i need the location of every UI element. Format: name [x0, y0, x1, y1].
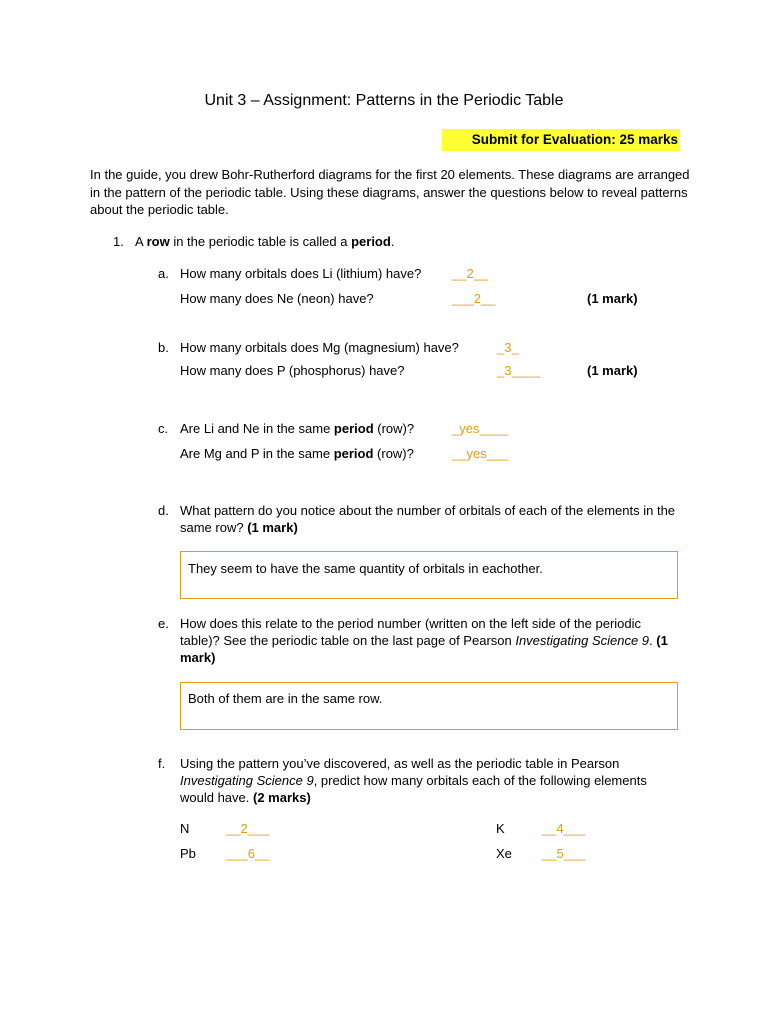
part-f-question-pre: Using the pattern you’ve discovered, as well as the periodic table in Pearson [180, 756, 620, 771]
part-f-question [180, 755, 680, 806]
part-e-answer-box[interactable] [180, 682, 678, 730]
element-answer: __2___ [226, 821, 270, 836]
part-f-mark: (2 marks) [253, 790, 311, 805]
part-d-label: d. [158, 503, 169, 518]
submit-badge [442, 129, 680, 151]
part-c-q2-pre: Are Mg and P in the same [180, 446, 334, 461]
part-f-question-post: , predict how many orbitals each of the following elements would have. [180, 773, 647, 805]
part-c-answer-2: __yes___ [452, 446, 509, 461]
part-d-question-text: What pattern do you notice about the number of orbitals of each of the elements in the same row? [180, 503, 676, 535]
part-c-q1-post: (row)? [373, 421, 415, 436]
part-c-q1-bold: period [333, 421, 374, 436]
part-a-answer-2: ___2__ [452, 291, 496, 306]
q1-text-2: in the periodic table is called a [169, 234, 352, 249]
element-symbol: Pb [180, 846, 196, 861]
part-e-label: e. [158, 616, 169, 631]
element-symbol: K [496, 821, 505, 836]
element-symbol: N [180, 821, 190, 836]
part-b-answer-2: _3____ [497, 363, 541, 378]
part-a-answer-1: __2__ [452, 266, 489, 281]
part-b-answer-1: _3_ [497, 340, 519, 355]
part-b-question-1: How many orbitals does Mg (magnesium) have? [180, 340, 459, 355]
part-d-answer-box[interactable] [180, 551, 678, 599]
part-a-question-2: How many does Ne (neon) have? [180, 291, 374, 306]
element-answer: ___6__ [226, 846, 270, 861]
question-1-text [135, 234, 394, 249]
part-e-answer: Both of them are in the same row. [188, 691, 383, 706]
element-answer: __5___ [542, 846, 586, 861]
question-1-number: 1. [113, 234, 124, 249]
part-a-label: a. [158, 266, 169, 281]
intro-paragraph: In the guide, you drew Bohr-Rutherford diagrams for the first 20 elements. These diagrams are arranged in the pattern of the periodic table. Using these diagrams, answer the questions below to reveal patterns about the periodic table. [90, 167, 690, 217]
part-d-mark: (1 mark) [247, 520, 298, 535]
part-c-q1-pre: Are Li and Ne in the same [180, 421, 334, 436]
part-c-label: c. [158, 421, 169, 436]
part-b-mark: (1 mark) [587, 363, 638, 378]
part-e-mark: (1 mark) [180, 633, 668, 665]
q1-bold-period: period [351, 234, 391, 249]
part-c-q2-post: (row)? [373, 446, 414, 461]
q1-text-1: A [135, 234, 147, 249]
part-d-answer: They seem to have the same quantity of orbitals in eachother. [188, 561, 543, 576]
page-title: Unit 3 – Assignment: Patterns in the Periodic Table [204, 92, 564, 109]
part-d-question [180, 502, 680, 536]
element-answer: __4___ [542, 821, 586, 836]
part-c-q2-bold: period [333, 446, 374, 461]
part-c-question-2 [180, 446, 414, 461]
part-a-question-1: How many orbitals does Li (lithium) have? [180, 266, 422, 281]
part-f-italic: Investigating Science 9 [180, 773, 314, 788]
submit-badge-text: Submit for Evaluation: 25 marks [471, 132, 678, 147]
part-b-question-2: How many does P (phosphorus) have? [180, 363, 405, 378]
q1-text-3: . [390, 234, 395, 249]
part-e-question [180, 615, 676, 666]
part-c-question-1 [180, 421, 414, 436]
part-c-answer-1: _yes____ [452, 421, 509, 436]
part-f-label: f. [158, 756, 166, 771]
part-a-mark: (1 mark) [587, 291, 638, 306]
part-e-post: . [649, 633, 657, 648]
part-e-question-text: How does this relate to the period number (written on the left side of the periodic table)? See the periodic table on the last page of Pearson [180, 616, 642, 648]
element-symbol: Xe [496, 846, 512, 861]
q1-bold-row: row [146, 234, 170, 249]
part-b-label: b. [158, 340, 169, 355]
part-e-italic: Investigating Science 9 [515, 633, 650, 648]
